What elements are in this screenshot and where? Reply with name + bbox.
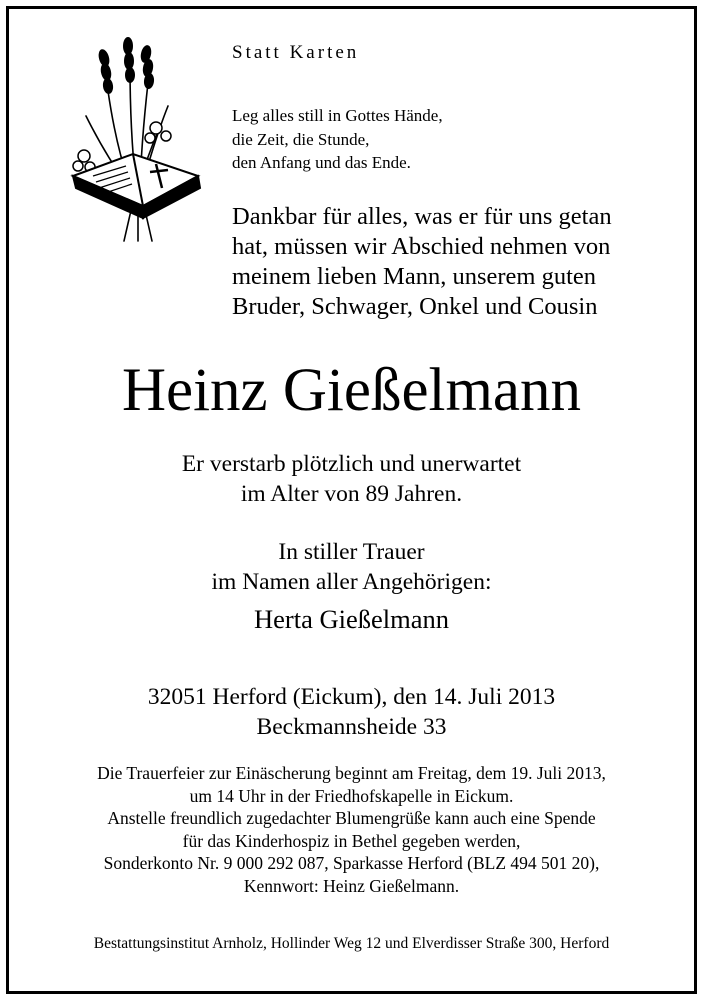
- death-notice-line: Er verstarb plötzlich und unerwartet: [181, 451, 522, 477]
- funeral-info: [0, 762, 703, 897]
- death-notice: [0, 449, 703, 509]
- deceased-name: Heinz Gießelmann: [121, 357, 582, 424]
- funeral-info-line: Sonderkonto Nr. 9 000 292 087, Sparkasse Herford (BLZ 494 501 20),: [103, 853, 600, 873]
- intro-line: Dankbar für alles, was er für uns getan: [232, 203, 612, 230]
- header-title: Statt Karten: [232, 42, 360, 63]
- funeral-info-line: Die Trauerfeier zur Einäscherung beginnt am Freitag, dem 19. Juli 2013,: [97, 763, 606, 783]
- intro-line: hat, müssen wir Abschied nehmen von: [232, 233, 611, 260]
- address-line: Beckmannsheide 33: [256, 714, 447, 740]
- funeral-info-line: Kennwort: Heinz Gießelmann.: [243, 875, 460, 896]
- intro-line: meinem lieben Mann, unserem guten: [232, 263, 596, 290]
- death-notice-line: im Alter von 89 Jahren.: [240, 481, 463, 507]
- funeral-home-footer: Bestattungsinstitut Arnholz, Hollinder Weg 12 und Elverdisser Straße 300, Herford: [93, 935, 610, 952]
- funeral-info-line: Anstelle freundlich zugedachter Blumengrüße kann auch eine Spende: [107, 808, 596, 828]
- mourners-line: In stiller Trauer: [278, 539, 425, 565]
- verse-line: Leg alles still in Gottes Hände,: [232, 106, 443, 125]
- funeral-info-line: um 14 Uhr in der Friedhofskapelle in Eickum.: [189, 785, 514, 806]
- funeral-info-line: für das Kinderhospiz in Bethel gegeben werden,: [182, 830, 521, 851]
- place-date: [0, 682, 703, 742]
- verse-line: die Zeit, die Stunde,: [232, 129, 370, 149]
- mourners-line: im Namen aller Angehörigen:: [211, 569, 492, 595]
- wheat-and-bible-icon: [38, 36, 208, 246]
- intro-line: Bruder, Schwager, Onkel und Cousin: [232, 293, 598, 320]
- verse-line: den Anfang und das Ende.: [232, 153, 411, 172]
- intro-text: [232, 202, 612, 322]
- verse: [232, 104, 443, 175]
- signer-name: Herta Gießelmann: [254, 604, 449, 634]
- mourners: [0, 537, 703, 597]
- place-date-line: 32051 Herford (Eickum), den 14. Juli 2013: [147, 684, 556, 710]
